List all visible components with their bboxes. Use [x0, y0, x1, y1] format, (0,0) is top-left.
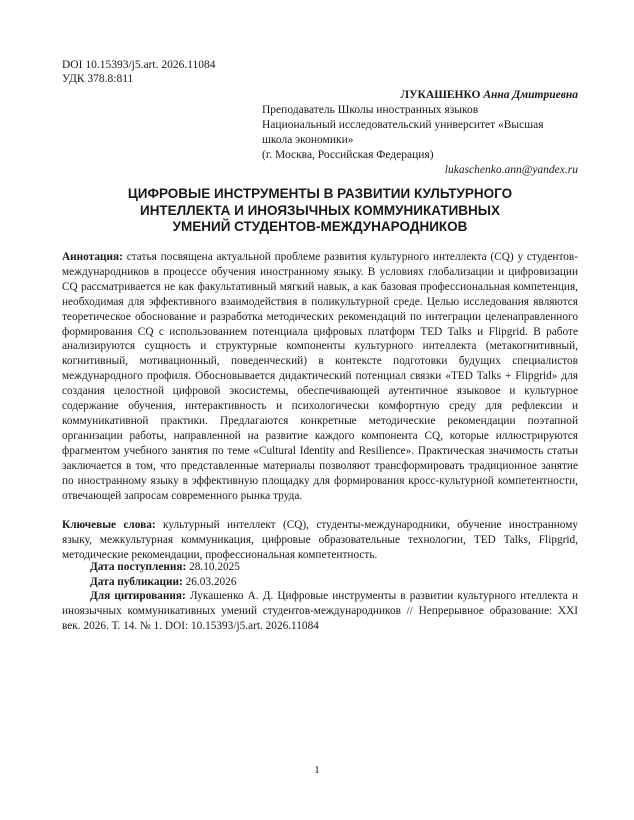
author-email[interactable]: lukaschenko.ann@yandex.ru: [444, 164, 578, 176]
author-surname: ЛУКАШЕНКО: [400, 89, 481, 101]
article-title: [62, 186, 578, 236]
abstract: [62, 250, 578, 503]
author-name: [262, 88, 578, 103]
citation-text: Лукашенко А. Д. Цифровые инструменты в развитии культурного нтеллекта и иноязычных коммуникативных умений студентов-международников // Непрерывное образование: XXI век. 2026. Т. 14. № 1. DOI: 10.15393/j5.art. 2026.11084: [62, 590, 579, 632]
keywords: [62, 518, 578, 563]
abstract-label: Аннотация:: [62, 251, 123, 263]
author-university-line2: школа экономики»: [262, 134, 354, 146]
abstract-text: статья посвящена актуальной проблеме развития культурного интеллекта (CQ) у студентов-международников в процессе обучения иностранному языку. В условиях глобализации и цифровизации CQ рассматривается не как факультативный мягкий навык, а как базовая профессиональная компетенция, необходимая для эффективного взаимодействия в поликультурной среде. Целью исследования являются теоретическое обоснование и разработка методических рекомендаций по интеграции целенаправленного формирования CQ с использованием потенциала цифровых платформ TED Talks и Flipgrid. В работе анализируются сущность и структурные компоненты культурного интеллекта (метакогнитивный, когнитивный, мотивационный, поведенческий) в контексте подготовки будущих специалистов международного профиля. Обосновывается дидактический потенциал связки «TED Talks + Flipgrid» для создания целостной цифровой экосистемы, обеспечивающей аутентичное языковое и культурное содержание обучения, интерактивность и психологически комфортную среду для рефлексии и коммуникативной практики. Предлагаются конкретные методические рекомендации поэтапной организации работы, направленной на развитие каждого компонента CQ, которые иллюстрируются фрагментом учебного занятия по теме «Cultural Identity and Resilience». Практическая значимость статьи заключается в том, что представленные материалы позволяют трансформировать традиционное занятие по иностранному языку в эффективную площадку для формирования кросс-культурной компетентности, отвечающей запросам современного рынка труда.: [62, 251, 578, 502]
received-date: [90, 560, 240, 574]
keywords-text: культурный интеллект (CQ), студенты-международники, обучение иностранному языку, межкультурная коммуникация, цифровые образовательные технологии, TED Talks, Flipgrid, методические рекомендации, профессиональная компетентность.: [62, 519, 579, 561]
received-label: Дата поступления:: [90, 561, 187, 573]
page-number: 1: [314, 764, 320, 776]
citation: [62, 589, 578, 634]
article-meta: [62, 58, 216, 86]
author-position: Преподаватель Школы иностранных языков: [262, 104, 479, 116]
received-value: 28.10.2025: [189, 561, 240, 573]
published-value: 26.03.2026: [185, 576, 237, 588]
published-label: Дата публикации:: [90, 576, 183, 588]
title-line: УМЕНИЙ СТУДЕНТОВ-МЕЖДУНАРОДНИКОВ: [172, 219, 468, 234]
author-location: (г. Москва, Российская Федерация): [262, 149, 434, 161]
published-date: [90, 575, 236, 589]
author-university-line1: Национальный исследовательский университет «Высшая: [262, 119, 544, 131]
title-line: ЦИФРОВЫЕ ИНСТРУМЕНТЫ В РАЗВИТИИ КУЛЬТУРНОГО: [127, 186, 513, 201]
author-given-names: Анна Дмитриевна: [483, 89, 578, 101]
keywords-label: Ключевые слова:: [62, 519, 156, 531]
title-line: ИНТЕЛЛЕКТА И ИНОЯЗЫЧНЫХ КОММУНИКАТИВНЫХ: [139, 202, 500, 218]
citation-label: Для цитирования:: [90, 590, 186, 602]
doi-line: DOI 10.15393/j5.art. 2026.11084: [62, 59, 216, 71]
udc-line: УДК 378.8:811: [62, 73, 134, 85]
author-block: [262, 88, 578, 178]
